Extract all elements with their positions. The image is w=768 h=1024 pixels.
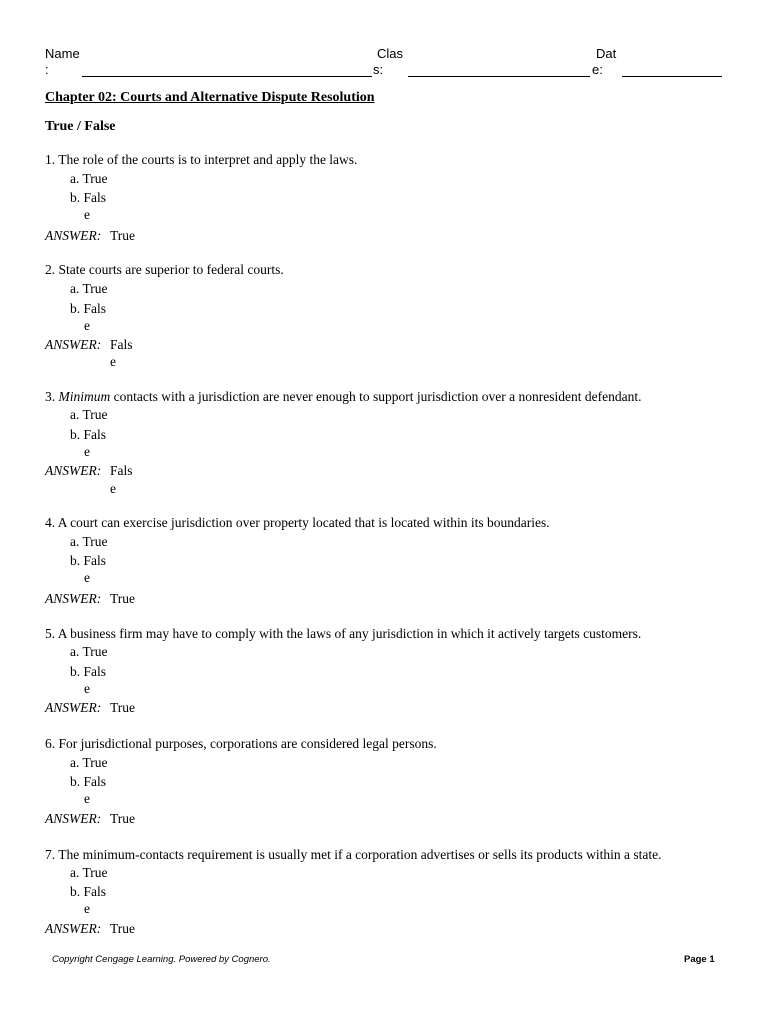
option-false-wrap: e [84,570,90,585]
option-false-wrap: e [84,681,90,696]
question-text: 3. Minimum contacts with a jurisdiction are never enough to support jurisdiction over a nonresident defendant. [45,389,642,404]
date-field-line[interactable] [622,76,722,77]
option-false[interactable]: b. Fals [70,190,107,205]
question-text: 7. The minimum-contacts requirement is usually met if a corporation advertises or sells its products within a state. [45,847,662,862]
footer-page-number: Page 1 [684,954,715,965]
answer-value: True [110,591,136,606]
footer-copyright: Copyright Cengage Learning. Powered by Cognero. [52,954,271,965]
name-label: Name [45,46,80,61]
class-label: Clas [377,46,404,61]
option-true[interactable]: a. True [70,534,108,549]
option-false-wrap: e [84,318,90,333]
date-label-suffix: e: [592,62,603,77]
class-label-suffix: s: [373,62,384,77]
answer-value: Fals [110,337,133,352]
option-false-wrap: e [84,444,90,459]
answer-value: True [110,228,136,243]
option-true[interactable]: a. True [70,281,108,296]
answer-label: ANSWER: [45,337,102,352]
answer-value: True [110,700,136,715]
question-text: 1. The role of the courts is to interpret and apply the laws. [45,152,358,167]
option-true[interactable]: a. True [70,865,108,880]
answer-value: Fals [110,463,133,478]
option-false[interactable]: b. Fals [70,774,107,789]
answer-value: True [110,811,136,826]
option-true[interactable]: a. True [70,644,108,659]
answer-label: ANSWER: [45,463,102,478]
answer-label: ANSWER: [45,921,102,936]
section-title: True / False [45,119,116,134]
question-text: 5. A business firm may have to comply with the laws of any jurisdiction in which it actively targets customers. [45,626,642,641]
question-text: 4. A court can exercise jurisdiction over property located that is located within its boundaries. [45,515,550,530]
name-field-line[interactable] [82,76,372,77]
answer-value: True [110,921,136,936]
name-label-colon: : [45,62,49,77]
answer-label: ANSWER: [45,811,102,826]
option-true[interactable]: a. True [70,407,108,422]
option-false[interactable]: b. Fals [70,553,107,568]
answer-label: ANSWER: [45,228,102,243]
option-true[interactable]: a. True [70,755,108,770]
answer-label: ANSWER: [45,700,102,715]
class-field-line[interactable] [408,76,590,77]
option-true[interactable]: a. True [70,171,108,186]
option-false-wrap: e [84,901,90,916]
option-false[interactable]: b. Fals [70,664,107,679]
option-false[interactable]: b. Fals [70,884,107,899]
option-false-wrap: e [84,207,90,222]
option-false[interactable]: b. Fals [70,301,107,316]
option-false-wrap: e [84,791,90,806]
question-text: 2. State courts are superior to federal courts. [45,262,284,277]
chapter-title: Chapter 02: Courts and Alternative Dispute Resolution [45,90,375,105]
option-false[interactable]: b. Fals [70,427,107,442]
answer-value-wrap: e [110,354,116,369]
answer-label: ANSWER: [45,591,102,606]
date-label: Dat [596,46,617,61]
answer-value-wrap: e [110,481,116,496]
question-text: 6. For jurisdictional purposes, corporations are considered legal persons. [45,736,437,751]
